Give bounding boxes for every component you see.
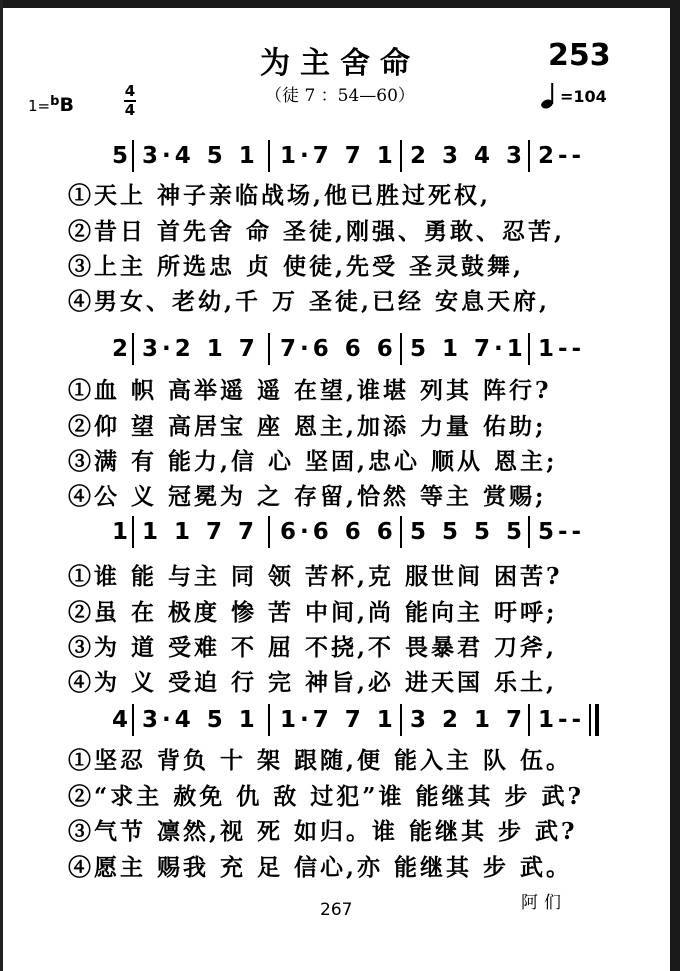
lyric-line: ④为 义 受迫 行 完 神旨,必 进天国 乐土,: [68, 669, 558, 696]
notation-measure: 3·2 1 7: [142, 336, 259, 362]
barline: [528, 140, 530, 172]
time-top: 4: [124, 82, 136, 100]
barline: [528, 333, 530, 365]
hymn-title: 为主舍命: [260, 46, 420, 81]
notation-measure: 3·4 5 1: [142, 143, 259, 169]
notation-measure: 4: [112, 707, 133, 733]
notation-measure: 2: [112, 336, 133, 362]
notation-measure: 5 1 7·1: [410, 336, 527, 362]
notation-measure: 1 1 7 7: [142, 519, 259, 545]
notation-measure: 1: [112, 519, 133, 545]
hymn-number: 253: [548, 38, 611, 73]
lyric-line: ②仰 望 高居宝 座 恩主,加添 力量 佑助;: [68, 413, 547, 440]
notation-measure: 7·6 6 6: [280, 336, 397, 362]
lyric-line: ③满 有 能力,信 心 坚固,忠心 顺从 恩主;: [68, 448, 558, 475]
notation-measure: 2 3 4 3: [410, 143, 527, 169]
notation-measure: 1--: [538, 336, 586, 362]
notation-line-3: [0, 512, 680, 552]
lyric-line: ③气节 凛然,视 死 如归。谁 能继其 步 武?: [68, 818, 578, 845]
notation-measure: 1·7 7 1: [280, 707, 397, 733]
barline: [400, 333, 402, 365]
notation-measure: 6·6 6 6: [280, 519, 397, 545]
barline: [400, 704, 402, 736]
lyric-line: ①坚忍 背负 十 架 跟随,便 能入主 队 伍。: [68, 747, 573, 774]
final-barline-thick: [595, 704, 599, 736]
notation-measure: 3·4 5 1: [142, 707, 259, 733]
lyric-line: ③上主 所选忠 贞 使徒,先受 圣灵鼓舞,: [68, 253, 525, 280]
barline: [400, 140, 402, 172]
notation-line-4: [0, 700, 680, 740]
lyric-line: ④男女、老幼,千 万 圣徒,已经 安息天府,: [68, 288, 551, 315]
barline: [268, 140, 270, 172]
final-barline-thin: [589, 704, 591, 736]
amen-text: 阿们: [521, 893, 567, 913]
notation-line-1: [0, 136, 680, 176]
time-signature: [124, 84, 136, 118]
notation-measure: 1·7 7 1: [280, 143, 397, 169]
notation-measure: 3 2 1 7: [410, 707, 527, 733]
lyric-line: ④公 义 冠冕为 之 存留,恰然 等主 赏赐;: [68, 483, 547, 510]
notation-measure: 5 5 5 5: [410, 519, 527, 545]
key-flat: b: [50, 94, 60, 109]
lyric-line: ③为 道 受难 不 屈 不挠,不 畏暴君 刀斧,: [68, 634, 558, 661]
key-prefix: 1=: [28, 97, 51, 115]
lyric-line: ②“求主 赦免 仇 敌 过犯”谁 能继其 步 武?: [68, 783, 584, 810]
scan-edge-top: [0, 0, 680, 8]
lyric-line: ①血 帜 高举遥 遥 在望,谁堪 列其 阵行?: [68, 377, 552, 404]
barline: [268, 333, 270, 365]
lyric-line: ①天上 神子亲临战场,他已胜过死权,: [68, 182, 492, 209]
barline: [132, 140, 134, 172]
notation-measure: 1--: [538, 707, 586, 733]
notation-measure: 5--: [538, 519, 586, 545]
scripture-reference: （徒 7 ：54—60）: [265, 86, 415, 106]
lyric-line: ②虽 在 极度 惨 苦 中间,尚 能向主 吁呼;: [68, 599, 558, 626]
lyric-line: ④愿主 赐我 充 足 信心,亦 能继其 步 武。: [68, 854, 573, 881]
key-note: B: [59, 94, 74, 116]
notation-measure: 5: [112, 143, 133, 169]
time-bottom: 4: [124, 101, 136, 119]
barline: [132, 516, 134, 548]
barline: [528, 704, 530, 736]
lyric-line: ②昔日 首先舍 命 圣徒,刚强、勇敢、忍苦,: [68, 218, 566, 245]
barline: [132, 704, 134, 736]
barline: [268, 704, 270, 736]
tempo-value: =104: [560, 87, 607, 106]
notation-line-2: [0, 329, 680, 369]
page-number: 267: [320, 900, 353, 920]
notation-measure: 2--: [538, 143, 586, 169]
quarter-note-icon: [540, 80, 558, 110]
barline: [528, 516, 530, 548]
barline: [400, 516, 402, 548]
lyric-line: ①谁 能 与主 同 领 苦杯,克 服世间 困苦?: [68, 563, 563, 590]
key-signature: [28, 94, 74, 116]
barline: [132, 333, 134, 365]
barline: [268, 516, 270, 548]
